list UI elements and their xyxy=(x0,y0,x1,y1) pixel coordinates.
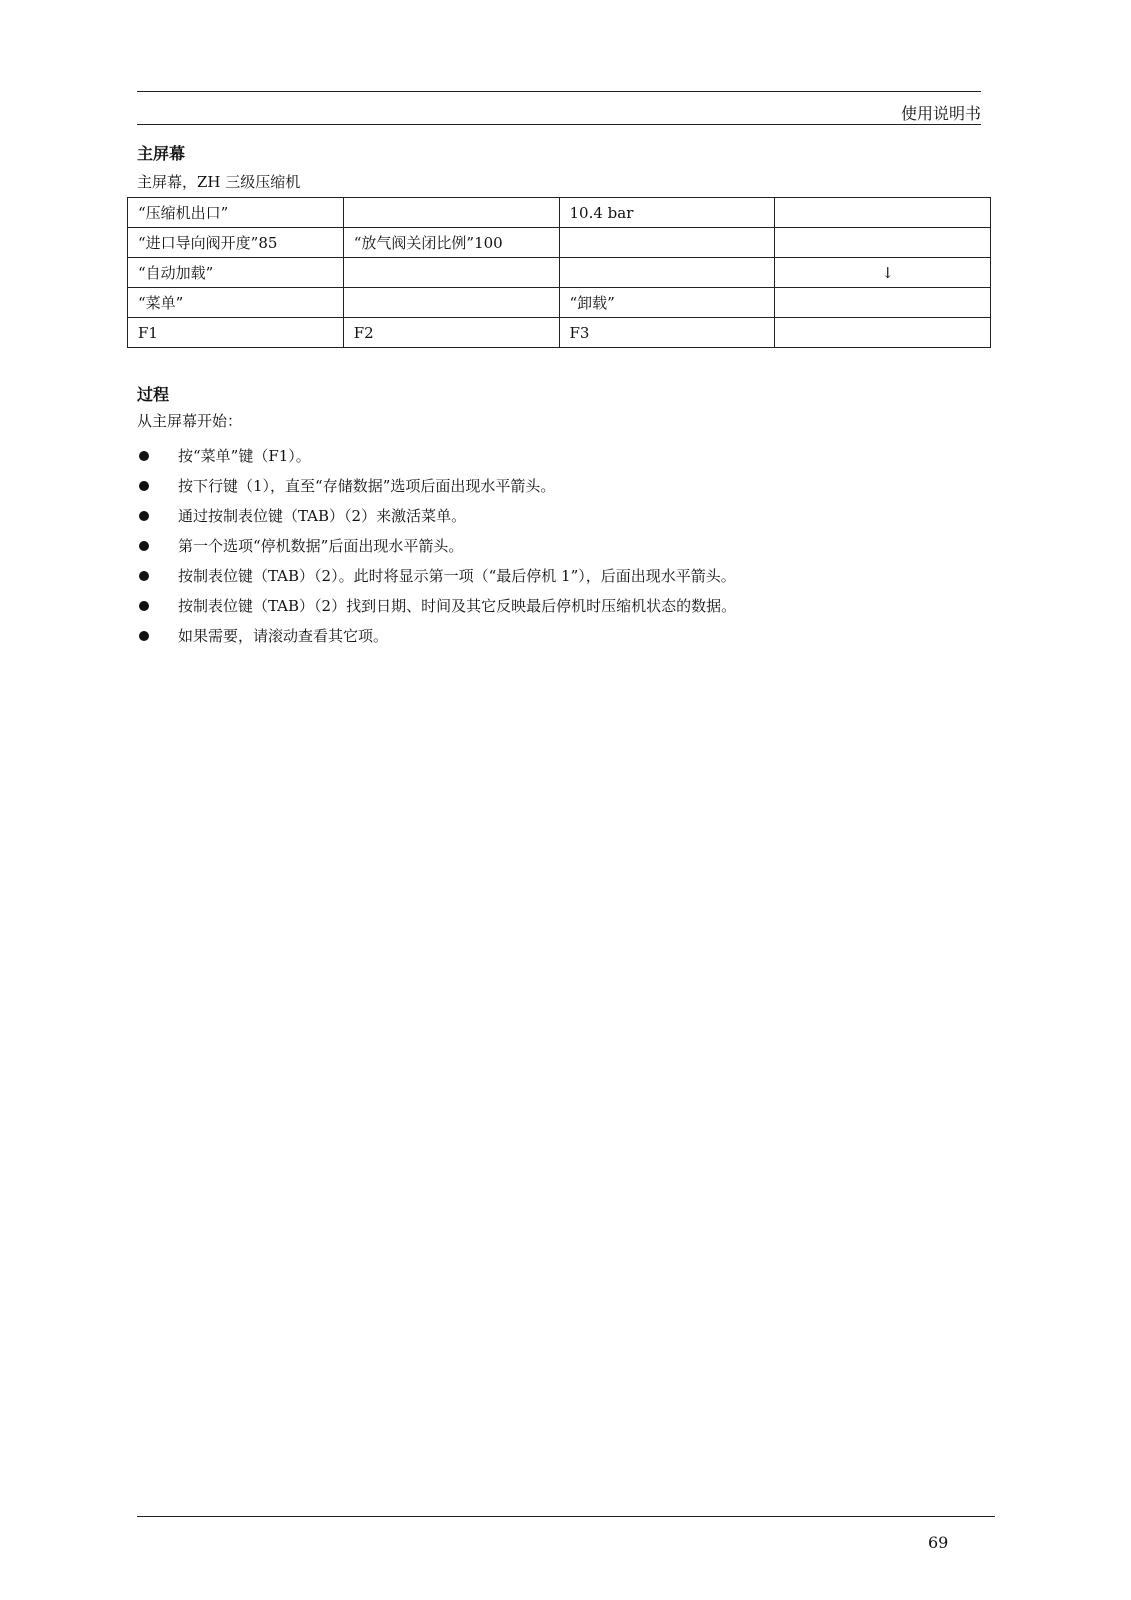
table-cell xyxy=(775,198,991,228)
bullet-icon xyxy=(139,571,149,581)
table-cell xyxy=(343,288,559,318)
table-cell: F2 xyxy=(343,318,559,348)
table-cell: “卸载” xyxy=(559,288,775,318)
step-text: 按制表位键（TAB）（2）找到日期、时间及其它反映最后停机时压缩机状态的数据。 xyxy=(178,597,737,615)
table-cell xyxy=(343,258,559,288)
table-cell xyxy=(775,288,991,318)
bullet-icon xyxy=(139,631,149,641)
table-row xyxy=(128,288,991,318)
step-text: 按制表位键（TAB）（2）。此时将显示第一项（“最后停机 1”），后面出现水平箭头。 xyxy=(178,567,736,585)
table-cell: F1 xyxy=(128,318,344,348)
table-cell: “进口导向阀开度”85 xyxy=(128,228,344,258)
list-item xyxy=(137,501,736,531)
main-screen-table xyxy=(127,197,991,348)
step-text: 如果需要，请滚动查看其它项。 xyxy=(178,627,389,645)
table-cell xyxy=(559,228,775,258)
table-row xyxy=(128,258,991,288)
procedure-intro: 从主屏幕开始： xyxy=(137,412,243,430)
table-cell: “放气阀关闭比例”100 xyxy=(343,228,559,258)
list-item xyxy=(137,441,736,471)
procedure-steps xyxy=(137,441,736,651)
bullet-icon xyxy=(139,541,149,551)
table-cell xyxy=(559,258,775,288)
step-text: 按下行键（1），直至“存储数据”选项后面出现水平箭头。 xyxy=(178,477,556,495)
list-item xyxy=(137,621,736,651)
bullet-icon xyxy=(139,481,149,491)
header-rule-bottom xyxy=(137,124,981,125)
main-screen-caption: 主屏幕，ZH 三级压缩机 xyxy=(137,173,301,191)
step-text: 通过按制表位键（TAB）（2）来激活菜单。 xyxy=(178,507,467,525)
table-cell xyxy=(343,198,559,228)
table-cell: F3 xyxy=(559,318,775,348)
procedure-heading: 过程 xyxy=(137,385,170,404)
table-cell xyxy=(775,318,991,348)
list-item xyxy=(137,471,736,501)
page-number: 69 xyxy=(928,1533,949,1552)
bullet-icon xyxy=(139,511,149,521)
header-rule-top xyxy=(137,91,981,92)
header-title: 使用说明书 xyxy=(900,104,981,123)
step-text: 按“菜单”键（F1）。 xyxy=(178,447,311,465)
footer-rule xyxy=(137,1516,995,1517)
table-row xyxy=(128,228,991,258)
table-cell: “压缩机出口” xyxy=(128,198,344,228)
table-cell: “菜单” xyxy=(128,288,344,318)
table-cell xyxy=(775,228,991,258)
bullet-icon xyxy=(139,601,149,611)
table-cell: 10.4 bar xyxy=(559,198,775,228)
main-screen-heading: 主屏幕 xyxy=(137,144,186,163)
bullet-icon xyxy=(139,451,149,461)
table-cell: “自动加载” xyxy=(128,258,344,288)
step-text: 第一个选项“停机数据”后面出现水平箭头。 xyxy=(178,537,464,555)
list-item xyxy=(137,591,736,621)
down-arrow-icon: ↓ xyxy=(775,258,991,288)
table-row xyxy=(128,318,991,348)
table-row xyxy=(128,198,991,228)
list-item xyxy=(137,531,736,561)
list-item xyxy=(137,561,736,591)
